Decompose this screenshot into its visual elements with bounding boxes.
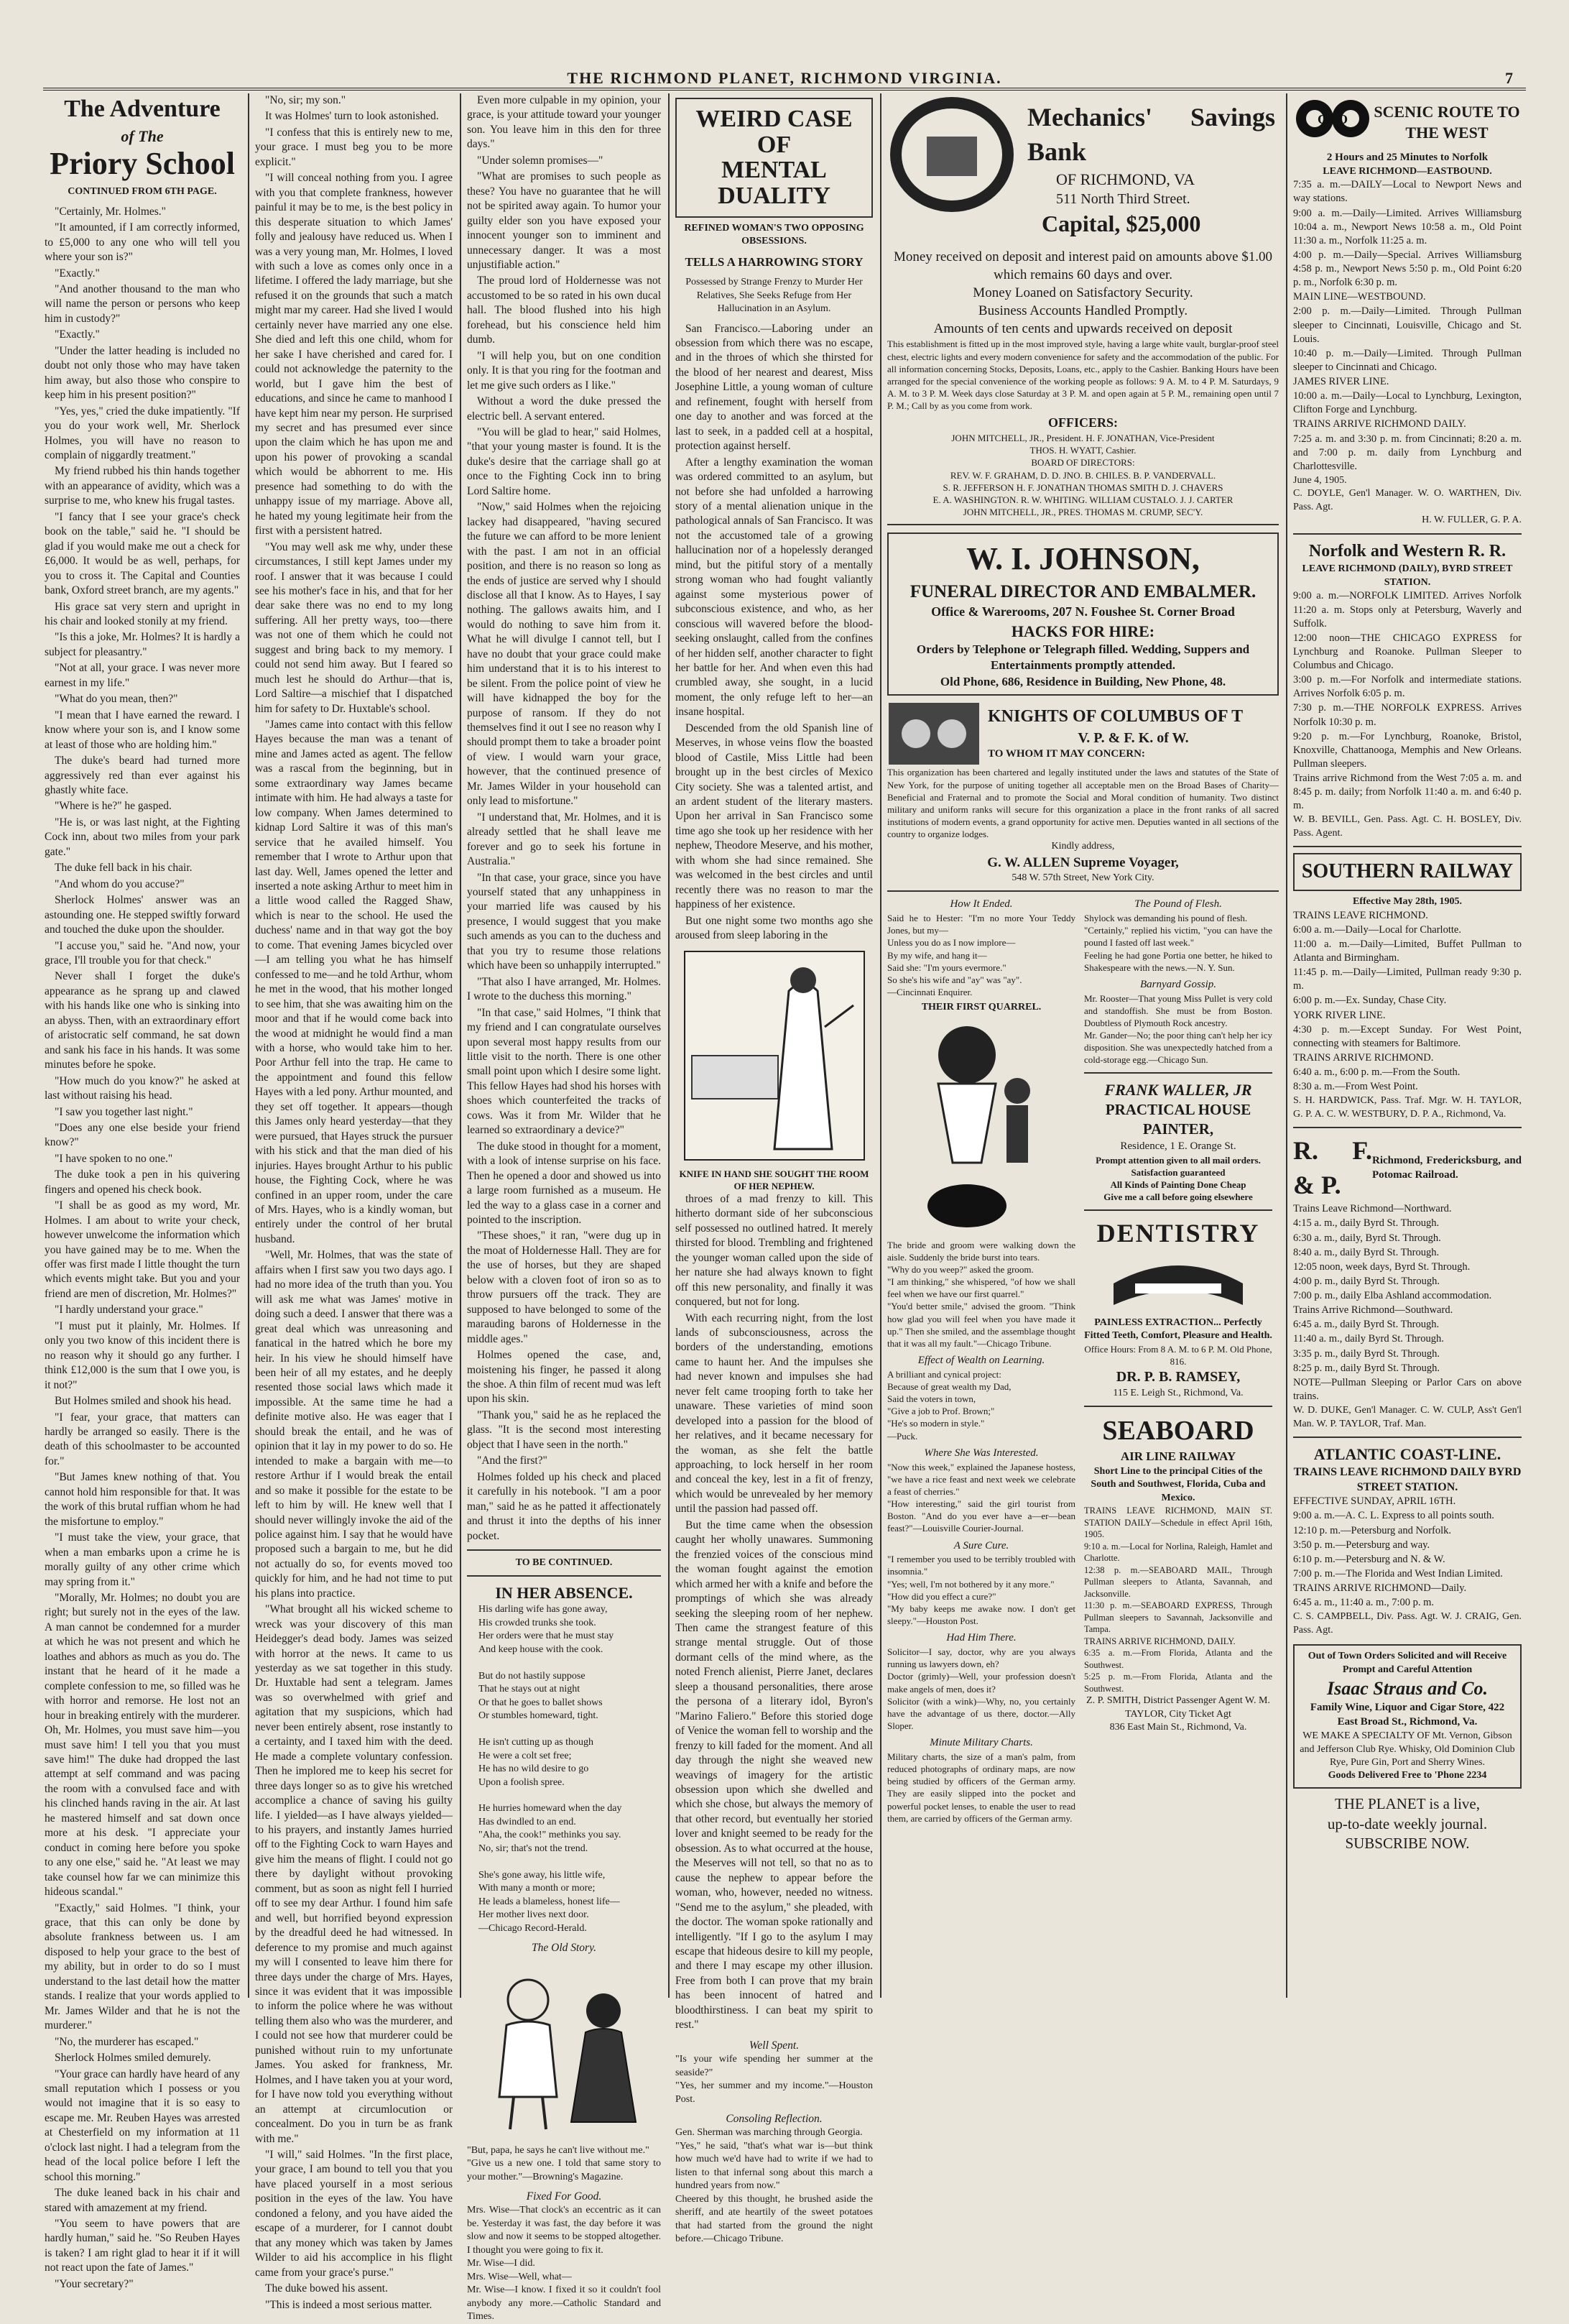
page-number: 7 — [1505, 69, 1514, 87]
waller-title: PRACTICAL HOUSE PAINTER, — [1105, 1100, 1251, 1138]
story-paragraph: "I saw you together last night." — [55, 1105, 193, 1118]
schedule-line: TRAINS LEAVE RICHMOND. — [1293, 909, 1428, 921]
bank-line: Amounts of ten cents and upwards received on deposit — [933, 321, 1233, 337]
how-ended-text: Said he to Hester: "I'm no more Your Teddy Jones, but my— Unless you do as I now implore— By my wife, and hang it— Said she: "I'm yours evermore." So she's his wife and "ay" was "ay". —Cincinnati Enquirer. — [887, 913, 1075, 998]
column-priory-school — [45, 93, 240, 2290]
planet-ad-line3: SUBSCRIBE NOW. — [1345, 1835, 1470, 1853]
acl-schedule — [1293, 1495, 1522, 1610]
schedule-line: 4:00 p. m., daily Byrd St. Through. — [1293, 1275, 1440, 1287]
story-paragraph: "And whom do you accuse?" — [55, 877, 185, 890]
co-leave: LEAVE RICHMOND—EASTBOUND. — [1323, 165, 1492, 177]
story-paragraph: Never shall I forget the duke's appearance as he sprang up and clawed with his hands like one who is sinking into an abyss. Then, with an extraordinary effort of aristocratic self command, he sat down and sank his face in his hands. It was some minutes before he spoke. — [45, 970, 240, 1071]
barnyard-text: Mr. Rooster—That young Miss Pullet is very cold and standoffish. She must be from Boston. Doubtless of Plymouth Rock ancestry. Mr. Gander—No; the poor thing can't help her icy disposition. She was unexpectedly hatched from a cold-storage egg.—Chicago Sun. — [1084, 992, 1272, 1066]
story-paragraph: "I have spoken to no one." — [55, 1152, 173, 1165]
johnson-hacks: HACKS FOR HIRE: — [1011, 622, 1155, 640]
story-paragraph: "What brought all his wicked scheme to wreck was your discovery of this man Heidegger's dead body. James was seized with horror at the news. It came to us yesterday as we sat together in this study. Dr. Huxtable had sent a telegram. James was so overwhelmed with grief and agitation that my suspicions, which had never been entirely absent, rose instantly to a certainty, and I taxed him with the deed. He made a complete voluntary confession. Then he implored me to keep his secret for three days longer so as to give his wretched accomplice a chance of saving his guilty life. I yielded—as I have always yielded—to his prayers, and instantly James hurried off to the Fighting Cock to warn Hayes and give him the means of flight. I could not go there by daylight without provoking comment, but as soon as night fell I hurried off to see my dear Arthur. I found him safe and well, but horrified beyond expression by the dreadful deed he had witnessed. In deference to my promise and much against my will I consented to leave him there for three days under the charge of Mrs. Hayes, since it was evident that it was impossible to inform the police where he was without telling them also who was the murderer, and I could not see how that murderer could be punished without ruin to my unfortunate James. You asked for frankness, Mr. Holmes, and I have taken you at your word, for I have now told you everything without an attempt at circumlocution or concealment. Do you in turn be as frank with me." — [255, 1603, 453, 2145]
weird-case-headline-box — [675, 98, 873, 218]
schedule-line: EFFECTIVE SUNDAY, APRIL 16TH. — [1293, 1495, 1456, 1508]
story-paragraph: "Well, Mr. Holmes, that was the state of affairs when I first saw you two days ago. I had no more idea of the truth than you. You will ask me what was James' motive in doing such a deed. I answer that there was a great deal which was unreasoning and fanatical in the hatred which he bore my heir. In his view he should himself have been heir of all my estates, and he deeply resented those social laws which made it impossible. At the same time he had a definite motive also. He was eager that I should break the entail, and he was of opinion that it lay in my power to do so. He intended to make a bargain with me—to restore Arthur if I would break the entail and so make it possible for the estate to be left to him by will. He knew well that I should never willingly invoke the aid of the police against him. I say that he would have proposed such a bargain to me, but he did not actually do so, for events moved too quickly for him, and he had not time to put his plans into practice. — [255, 1249, 453, 1600]
johnson-name: W. I. JOHNSON, — [966, 541, 1200, 577]
bank-name: Mechanics' Savings Bank — [1027, 103, 1275, 166]
story-paragraph: The duke took a pen in his quivering fingers and opened his check book. — [45, 1168, 240, 1196]
schedule-line: 11:40 a. m., daily Byrd St. Through. — [1293, 1333, 1444, 1345]
ramsey-address: 115 E. Leigh St., Richmond, Va. — [1113, 1387, 1244, 1398]
schedule-line: 4:00 p. m.—Daily—Special. Arrives Williamsburg 4:58 p. m., Newport News 5:50 p. m., Old Point 6:20 p. m., Norfolk 6:30 p. m. — [1293, 249, 1522, 289]
seaboard-address: 836 East Main St., Richmond, Va. — [1109, 1722, 1247, 1733]
schedule-line: 7:30 p. m.—THE NORFOLK EXPRESS. Arrives Norfolk 10:30 p. m. — [1293, 702, 1522, 728]
knights-title: KNIGHTS OF COLUMBUS OF T — [988, 707, 1244, 727]
story-paragraph: "I accuse you," said he. "And now, your grace, I'll trouble you for that check." — [45, 939, 240, 967]
well-spent-text: "Is your wife spending her summer at the seaside?" "Yes, her summer and my income."—Houston Post. — [675, 2054, 873, 2105]
how-ended-title: How It Ended. — [950, 898, 1013, 910]
southern-effective: Effective May 28th, 1905. — [1352, 896, 1463, 908]
column-rule — [668, 93, 670, 1998]
bank-lines — [887, 248, 1279, 338]
story-paragraph: "I shall be as good as my word, Mr. Holmes. I am about to write your check, however unwelcome the information which you have gained may be to me. When the offer was first made I little thought the turn which events might take. But you and your friend are men of discretion, Mr. Holmes?" — [45, 1199, 240, 1300]
nw-sub: LEAVE RICHMOND (DAILY), BYRD STREET STATION. — [1302, 563, 1513, 588]
johnson-title: FUNERAL DIRECTOR AND EMBALMER. — [910, 582, 1256, 602]
column-priory-school-end — [467, 93, 661, 2323]
story-paragraph: "I fear, your grace, that matters can hardly be arranged so easily. There is the death of this schoolmaster to be accounted for." — [45, 1411, 240, 1467]
column-weird-case — [675, 93, 873, 2245]
acl-sub: TRAINS LEAVE RICHMOND DAILY BYRD STREET STATION. — [1293, 1466, 1522, 1494]
story-paragraph: throes of a mad frenzy to kill. This hitherto dormant side of her subconscious self possessed no outlined hatred. It merely thirsted for blood. Trembling and frightened the younger woman called upon the side of her nature she had always known to fight off this new personality, and finally it was conquered, but not for long. — [675, 1192, 873, 1309]
schedule-line: 6:00 a. m.—Daily—Local for Charlotte. — [1293, 923, 1461, 936]
waller-lines: Prompt attention given to all mail orders. Satisfaction guaranteed All Kinds of Painting Done Cheap Give me a call before going elsewhere — [1096, 1154, 1261, 1203]
schedule-line: Trains Arrive Richmond—Southward. — [1293, 1304, 1453, 1317]
cartoon-caption: "But, papa, he says he can't live without me." "Give us a new one. I told that same story to your mother."—Browning's Magazine. — [467, 2144, 661, 2182]
bank-line: Money Loaned on Satisfactory Security. — [973, 285, 1193, 301]
story-paragraph: "I fancy that I see your grace's check book on the table," said he. "I should be glad if you would make me out a check for £6,000. It would be as well, perhaps, for you to cross it. The Capital and Counties bank, Oxford street branch, are my agents." — [45, 510, 240, 597]
misc-two-columns — [887, 898, 1279, 1825]
seaboard-sub: AIR LINE RAILWAY — [1120, 1449, 1236, 1464]
story-paragraph: San Francisco.—Laboring under an obsession from which there was no escape, and in the throes of which she thirsted for the blood of her nearest and dearest, Miss Josephine Little, a young woman of culture and refinement, fought with herself from one day to another and was forced at the last to seek, in a padded cell at a hospital, protection against herself. — [675, 322, 873, 453]
column-rule — [1286, 93, 1287, 1998]
straus-advertisement — [1293, 1644, 1522, 1789]
illustration-caption: KNIFE IN HAND SHE SOUGHT THE ROOM OF HER NEPHEW. — [679, 1168, 869, 1191]
knights-emblem-icon — [887, 701, 981, 766]
planet-ad-line2: up-to-date weekly journal. — [1327, 1815, 1488, 1832]
seaboard-schedule: TRAINS LEAVE RICHMOND, MAIN ST. STATION DAILY—Schedule in effect April 16th, 1905. 9:10 a. m.—Local for Norlina, Raleigh, Hamlet and Charlotte. 12:38 p. m.—SEABOARD MAIL, Through Pullman sleepers to Atlanta, Savannah, and Jacksonville. 11:30 p. m.—SEABOARD EXPRESS, Through Pullman sleepers to Savannah, Jacksonville and Tampa. TRAINS ARRIVE RICHMOND, DAILY. 6:35 a. m.—From Florida, Atlanta and the Southwest. 5:25 p. m.—From Florida, Atlanta and the Southwest. — [1084, 1505, 1272, 1694]
schedule-line: 11:45 p. m.—Daily—Limited, Pullman ready 9:30 p. m. — [1293, 967, 1522, 992]
johnson-advertisement — [887, 532, 1279, 696]
story-paragraph: Holmes opened the case, and, moistening his finger, he passed it along the shoe. A thin film of recent mud was left upon his skin. — [467, 1349, 661, 1406]
story-paragraph: "You will be glad to hear," said Holmes, "that your young master is found. It is the duke's desire that the carriage shall go at once to the Fighting Cock inn to bring Lord Saltire home. — [467, 425, 661, 497]
story-paragraph: "And the first?" — [477, 1454, 547, 1467]
schedule-line: JAMES RIVER LINE. — [1293, 376, 1389, 388]
story-paragraph: "Certainly, Mr. Holmes." — [55, 205, 167, 218]
story-paragraph: "I will help you, but on one condition only. It is that you ring for the footman and let me give such orders as I like." — [467, 349, 661, 392]
story-paragraph: "It amounted, if I am correctly informed, to £5,000 to any one who will tell you where your son is?" — [45, 221, 240, 264]
barnyard-title: Barnyard Gossip. — [1139, 978, 1217, 990]
story-paragraph: "Under the latter heading is included no doubt not only those who may have taken him away, but also those who conspire to keep him in his present position?" — [45, 344, 240, 402]
column-rule — [248, 93, 249, 1998]
story-paragraph: "Where is he?" he gasped. — [55, 800, 172, 813]
co-route: SCENIC ROUTE TO THE WEST — [1374, 102, 1520, 142]
straus-sub: Family Wine, Liquor and Cigar Store, 422 East Broad St., Richmond, Va. — [1310, 1702, 1505, 1728]
story-paragraph: The duke's beard had turned more aggressively red than ever against his ghastly white face. — [45, 755, 240, 796]
to-be-continued: TO BE CONTINUED. — [515, 1557, 613, 1568]
acl-agents: C. S. CAMPBELL, Div. Pass. Agt. W. J. CRAIG, Gen. Pass. Agt. — [1293, 1611, 1522, 1636]
rfp-agents: W. D. DUKE, Gen'l Manager. C. W. CULP, Ass't Gen'l Man. W. P. TAYLOR, Traf. Man. — [1293, 1405, 1522, 1429]
story-paragraph: But the time came when the obsession caught her wholly unawares. Summoning the frenzied voices of the conscious mind the woman fought against the emotion which armed her with a knife and before the promptings of which she was already seeking the sleeping room of her nephew. Then came the strangest feature of this strange mental struggle. Out of those dormant cells of the mind where, as the noted French alienist, Pierre Janet, declares sleep a thousand personalities, there arose the persona of a literary idol, Byron's "Marino Faliero." Before this storied doge of Venice the woman fell to worship and the frenzy to kill faded for the moment. And all day through the night she weaved new weavings of imagery for the artistic obsession upon which she dwelled and which she chose, but always the memory of that other record, but eventually her storied lover and knight seemed to be ready for the obsession. As to what occurred at the house, the Meserves will not tell, so that no as to cause the nephew to appear before the woman, who, however, needed no witness. "Send me to the asylum," she pleaded, with the doctor. The woman spoke rationally and intelligently. "If I go to the asylum I may escape that hideous desire to kill my people, and there I may escape my other illusion. Free from both I can prove that my brain has been innocent of hatred and bloodthirstiness. I can beat my spirit to rest." — [675, 1518, 873, 2032]
bank-line: Business Accounts Handled Promptly. — [978, 303, 1188, 319]
story-paragraph: Holmes folded up his check and placed it carefully in his notebook. "I am a poor man," said he as he patted it affectionately and thrust it into the depths of his inner pocket. — [467, 1470, 661, 1542]
schedule-line: 7:35 a. m.—DAILY—Local to Newport News and way stations. — [1293, 179, 1522, 205]
story-paragraph: "I must put it plainly, Mr. Holmes. If only you two know of this incident there is no reason why it should go any further. I think £12,000 is the sum that I owe you, is it not?" — [45, 1319, 240, 1391]
story-paragraph: "Exactly." — [55, 328, 100, 341]
dentistry-title: DENTISTRY — [1096, 1218, 1260, 1248]
story-paragraph: "In that case, your grace, since you have yourself stated that any unhappiness in your married life was caused by his presence, I would suggest that you make such amends as you can to the duchess and that you try to resume those relations which have been so unhappily interrupted." — [467, 871, 661, 972]
story-title-line3: Priory School — [50, 145, 235, 181]
schedule-line: 4:15 a. m., daily Byrd St. Through. — [1293, 1217, 1440, 1230]
story-body — [45, 205, 240, 2292]
deck-2: TELLS A HARROWING STORY — [685, 254, 864, 269]
first-quarrel-title: THEIR FIRST QUARREL. — [921, 1002, 1042, 1013]
bank-city: OF RICHMOND, VA — [1056, 170, 1195, 189]
schedule-line: 7:00 p. m., daily Elba Ashland accommodation. — [1293, 1290, 1492, 1302]
had-text: Solicitor—I say, doctor, why are you always running us lawyers down, eh? Doctor (grimly)—Well, your profession doesn't make angels of men, does it? Solicitor (with a wink)—Why, no, you certainly have the advantage of us there, doctor.—Ally Sloper. — [887, 1646, 1075, 1731]
co-agents: C. DOYLE, Gen'l Manager. W. O. WARTHEN, Div. Pass. Agt. — [1293, 488, 1522, 512]
story-paragraph: My friend rubbed his thin hands together with an appearance of avidity, which was a surprise to me, who knew his frugal tastes. — [45, 465, 240, 507]
minute-text: Military charts, the size of a man's palm, from reduced photographs of ordinary maps, are now being studied by officers of the German army. They are easily slipped into the pocket and powerful pocket lenses, to enable the user to read them, are carried by officers of the German army. — [887, 1751, 1075, 1824]
story-body — [255, 93, 453, 2313]
story-paragraph: "I will," said Holmes. "In the first place, your grace, I am bound to tell you that you have placed yourself in a most serious position in the eyes of the law. You have condoned a felony, and you have aided the escape of a murderer, for I cannot doubt that any money which was taken by James Wilder to aid his accomplice in his flight came from your grace's purse." — [255, 2148, 453, 2279]
schedule-line: 6:45 a. m., 11:40 a. m., 7:00 p. m. — [1293, 1597, 1435, 1609]
waller-name: FRANK WALLER, JR — [1104, 1080, 1252, 1099]
story-body-2 — [675, 1192, 873, 2033]
story-paragraph: "These shoes," it ran, "were dug up in the moat of Holdernesse Hall. They are for the use of horses, but they are shaped below with a cloven foot of iron so as to throw pursuers off the track. They are supposed to have belonged to some of the marauding barons of Holdernesse in the middle ages." — [467, 1230, 661, 1345]
poem-title: IN HER ABSENCE. — [495, 1584, 633, 1603]
straus-name: Isaac Straus and Co. — [1327, 1678, 1488, 1700]
story-title-line1: The Adventure — [64, 96, 221, 122]
schedule-line: TRAINS ARRIVE RICHMOND DAILY. — [1293, 418, 1466, 430]
straus-phone: Goods Delivered Free to 'Phone 2234 — [1328, 1770, 1487, 1781]
knights-street: 548 W. 57th Street, New York City. — [1012, 872, 1154, 883]
consoling-text: Gen. Sherman was marching through Georgia. "Yes," he said, "that's what war is—but think how much we'd have had to write if we had to listen to that infernal song about this march a hundred years from now." Cheered by this thought, he brushed aside the sheriff, and ate heartily of the sweet potatoes that had started from the ground the night before.—Chicago Tribune. — [675, 2127, 873, 2245]
story-paragraph: "Your secretary?" — [55, 2277, 134, 2290]
story-paragraph: "This is indeed a most serious matter. — [265, 2298, 432, 2311]
co-fuller: H. W. FULLER, G. P. A. — [1422, 515, 1522, 526]
rfp-title: R. F. & P. — [1293, 1136, 1372, 1199]
schedule-line: 9:20 p. m.—For Lynchburg, Roanoke, Bristol, Knoxville, Chattanooga, Memphis and New Orleans. Pullman sleepers. — [1293, 730, 1522, 770]
minute-title: Minute Military Charts. — [930, 1737, 1033, 1749]
schedule-line: 9:00 a. m.—A. C. L. Express to all points south. — [1293, 1510, 1494, 1522]
johnson-office: Office & Warerooms, 207 N. Foushee St. Corner Broad — [931, 604, 1235, 619]
old-story-cartoon-illustration — [478, 1960, 650, 2140]
masthead — [43, 69, 1526, 91]
schedule-line: 7:00 p. m.—The Florida and West Indian Limited. — [1293, 1567, 1503, 1580]
co-date: June 4, 1905. — [1293, 474, 1347, 486]
cure-title: A Sure Cure. — [953, 1539, 1009, 1551]
bank-capital: Capital, $25,000 — [1042, 211, 1201, 237]
schedule-line: 6:30 a. m., daily, Byrd St. Through. — [1293, 1232, 1441, 1244]
story-paragraph: "Is this a joke, Mr. Holmes? It is hardly a subject for pleasantry." — [45, 631, 240, 658]
knights-sub: V. P. & F. K. of W. — [1078, 730, 1189, 747]
deck-1: REFINED WOMAN'S TWO OPPOSING OBSESSIONS. — [684, 222, 864, 247]
story-body — [675, 322, 873, 944]
story-paragraph: "Your grace can hardly have heard of any small reputation which I possess or you would not imagine that it is so easy to escape me. Mr. Reuben Hayes was arrested at Chesterfield on my information at 11 o'clock last night. I had a telegram from the head of the local police before I left the school this morning." — [45, 2067, 240, 2183]
schedule-line: 3:35 p. m., daily Byrd St. Through. — [1293, 1347, 1440, 1360]
story-paragraph: "Yes, yes," cried the duke impatiently. "If you do your work well, Mr. Sherlock Holmes, you will have no reason to complain of niggardly treatment." — [45, 405, 240, 462]
bank-seal-icon — [887, 93, 1017, 216]
bank-small-print: This establishment is fitted up in the most improved style, having a large white vault, burglar-proof steel chest, electric lights and every modern convenience for safety and the accommodation of the public. For all information concerning Stocks, Deposits, Loans, etc., apply to the Cashier. Banking Hours have been arranged for the special convenience of the working people as follows: 9 A. M. to 4 P. M. Saturdays, 9 A. M. to 3 P. M. Week days close Saturday at 3 P. M. and open again at 5 P. M., remaining open until 7 P. M.; Call by as you come from work. — [887, 338, 1279, 412]
knights-allen: G. W. ALLEN Supreme Voyager, — [987, 854, 1179, 870]
co-logo-text: C&O — [1318, 112, 1348, 126]
column-railways — [1293, 93, 1522, 1998]
knights-advertisement — [887, 701, 1279, 885]
story-paragraph: "He is, or was last night, at the Fighting Cock inn, about two miles from your park gate." — [45, 816, 240, 858]
column-rule — [460, 93, 461, 1998]
headline-line2: MENTAL DUALITY — [718, 157, 830, 210]
schedule-line: 12:10 p. m.—Petersburg and Norfolk. — [1293, 1524, 1452, 1536]
story-paragraph: "No, the murderer has escaped." — [55, 2035, 199, 2048]
co-header — [1293, 93, 1522, 151]
schedule-line: 6:00 p. m.—Ex. Sunday, Chase City. — [1293, 995, 1447, 1007]
masthead-title: THE RICHMOND PLANET, RICHMOND VIRGINIA. — [567, 69, 1002, 87]
southern-agents: S. H. HARDWICK, Pass. Traf. Mgr. W. H. TAYLOR, G. P. A. C. W. WESTBURY, D. P. A., Richmond, Va. — [1293, 1095, 1522, 1120]
story-paragraph: Without a word the duke pressed the electric bell. A servant entered. — [467, 395, 661, 423]
story-paragraph: "Now," said Holmes when the rejoicing lackey had disappeared, "having secured the future we can afford to be more lenient with the past. I am not in an official position, and there is no reason so long as the ends of justice are served why I should disclose all that I know. As to Hayes, I say nothing. The gallows awaits him, and I would do nothing to save him from it. What he will divulge I cannot tell, but I have no doubt that your grace could make him understand that it is to his interest to be silent. From the police point of view he will have kidnapped the boy for the purpose of ransom. If they do not themselves find it out I see no reason why I should prompt them to take a broader point of view. I would warn your grace, however, that the continued presence of Mr. James Wilder in your household can only lead to misfortune." — [467, 501, 661, 808]
schedule-line: NOTE—Pullman Sleeping or Parlor Cars on above trains. — [1293, 1376, 1522, 1402]
schedule-line: TRAINS ARRIVE RICHMOND—Daily. — [1293, 1582, 1467, 1595]
where-title: Where She Was Interested. — [924, 1447, 1039, 1459]
fixed-text: Mrs. Wise—That clock's an eccentric as it can be. Yesterday it was fast, the day before it was slow and now it seems to be stopped altogether. I thought you were going to fix it. Mr. Wise—I did. Mrs. Wise—Well, what— Mr. Wise—I know. I fixed it so it couldn't fool anybody any more.—Catholic Standard and Times. — [467, 2205, 661, 2323]
story-paragraph: "I understand that, Mr. Holmes, and it is already settled that he shall leave me forever and go to seek his fortune in Australia." — [467, 811, 661, 868]
schedule-line: 8:30 a. m.—From West Point. — [1293, 1081, 1418, 1093]
schedule-line: MAIN LINE—WESTBOUND. — [1293, 291, 1426, 303]
schedule-line: 11:00 a. m.—Daily—Limited, Buffet Pullman to Atlanta and Birmingham. — [1293, 938, 1522, 964]
acl-title: ATLANTIC COAST-LINE. — [1313, 1445, 1501, 1464]
column-priory-school-cont — [255, 93, 453, 2311]
schedule-line: 9:00 a. m.—Daily—Limited. Arrives Williamsburg 10:04 a. m., Newport News 10:58 a. m., Old Point 11:30 a. m., Norfolk 11:25 a. m. — [1293, 207, 1522, 246]
schedule-line: 2:00 p. m.—Daily—Limited. Through Pullman sleeper to Cincinnati, Louisville, Chicago and St. Louis. — [1293, 305, 1522, 345]
straus-text: WE MAKE A SPECIALTY OF Mt. Vernon, Gibson and Jefferson Club Rye. Whisky, Old Dominion Club Rye, Pure Gin, Port and Sherry Wines. — [1300, 1730, 1515, 1768]
ramsey-name: DR. P. B. RAMSEY, — [1116, 1369, 1241, 1385]
schedule-line: TRAINS ARRIVE RICHMOND. — [1293, 1051, 1434, 1064]
planet-ad-line1: THE PLANET is a live, — [1334, 1794, 1480, 1812]
column-rule — [880, 93, 881, 1998]
johnson-orders: Orders by Telephone or Telegraph filled. Wedding, Suppers and Entertainments promptly attended. — [916, 642, 1250, 673]
story-paragraph: "That also I have arranged, Mr. Holmes. I wrote to the duchess this morning." — [467, 975, 661, 1003]
story-paragraph: The proud lord of Holdernesse was not accustomed to be so rated in his own ducal hall. The blood flushed into his high forehead, but his conscience held him dumb. — [467, 275, 661, 346]
co-schedule — [1293, 178, 1522, 474]
wealth-title: Effect of Wealth on Learning. — [917, 1355, 1045, 1367]
deck-3: Possessed by Strange Frenzy to Murder Her Relatives, She Seeks Refuge from Her Hallucination in an Asylum. — [685, 277, 863, 315]
story-paragraph: "Not at all, your grace. I was never more earnest in my life." — [45, 662, 240, 689]
teeth-icon — [1106, 1255, 1250, 1312]
story-paragraph: "James came into contact with this fellow Hayes because the man was a tenant of mine and James acted as agent. The fellow was a rascal from the beginning, but in some extraordinary way James became intimate with him. He had always a taste for low company. When James determined to kidnap Lord Saltire it was of this man's service that he availed himself. You remember that I wrote to Arthur upon that last day. Well, James opened the letter and inserted a note asking Arthur to meet him in a little wood called the Ragged Shaw, which is near to the school. He used the duchess' name and in that way got the boy to come. That evening James bicycled over—I am telling you what he has himself confessed to me—and he told Arthur, whom he met in the wood, that his mother longed to see him, that she was awaiting him on the moor and that if he would come back into the wood at midnight he would find a man with a horse, who would take him to her. Poor Arthur fell into the trap. He came to the appointment and found this fellow Hayes with a led pony. Arthur mounted, and they set off together. It appears—though this James only heard yesterday—that they were pursued, that Hayes struck the pursuer with his stick and that the man died of his injuries. Hayes brought Arthur to his public house, the Fighting Cock, where he was confined in an upper room, under the care of Mrs. Hayes, who is a kindly woman, but entirely under the control of her brutal husband. — [255, 719, 453, 1245]
story-paragraph: The duke leaned back in his chair and stared with amazement at my friend. — [45, 2187, 240, 2214]
story-paragraph: "I confess that this is entirely new to me, your grace. I must beg you to be more explicit." — [255, 126, 453, 168]
co-hours: 2 Hours and 25 Minutes to Norfolk — [1326, 152, 1489, 163]
story-paragraph: "I hardly understand your grace." — [55, 1304, 203, 1317]
story-paragraph: Sherlock Holmes smiled demurely. — [55, 2052, 211, 2065]
schedule-line: 4:30 p. m.—Except Sunday. For West Point, connecting with steamers for Baltimore. — [1293, 1023, 1522, 1049]
story-title-line2: of The — [121, 126, 164, 145]
story-paragraph: "Does any one else beside your friend know?" — [45, 1121, 240, 1149]
pound-text: Shylock was demanding his pound of flesh. "Certainly," replied his victim, "you can have the pound I fasted off last week." Feeling he had gone Portia one better, he hiked to Shakespeare with the news.—N. Y. Sun. — [1084, 913, 1272, 973]
schedule-line: 10:40 p. m.—Daily—Limited. Through Pullman sleeper to Cincinnati and Chicago. — [1293, 347, 1522, 373]
schedule-line: Trains Leave Richmond—Northward. — [1293, 1203, 1452, 1215]
had-title: Had Him There. — [946, 1632, 1017, 1644]
story-paragraph: "How much do you know?" he asked at last without raising his head. — [45, 1074, 240, 1102]
story-paragraph: "I mean that I have earned the reward. I know where your son is, and I know some at least of those who are holding him." — [45, 709, 240, 751]
nw-schedule — [1293, 589, 1522, 813]
story-paragraph: "Exactly," said Holmes. "I think, your grace, that this can only be done by absolute frankness between us. I am disposed to help your grace to the best of my ability, but in order to do so I must understand to the last detail how the matter stands. I realize that your words applied to Mr. James Wilder and that he is not the murderer." — [45, 1901, 240, 2032]
story-paragraph: But one night some two months ago she aroused from sleep laboring in the — [675, 914, 873, 942]
headline-line1: WEIRD CASE OF — [695, 106, 853, 158]
officers-list: JOHN MITCHELL, JR., President. H. F. JONATHAN, Vice-President THOS. H. WYATT, Cashier. BOARD OF DIRECTORS: REV. W. F. GRAHAM, D. D. JNO. B. CHILES. B. P. VANDERVALL. S. R. JEFFERSON H. F. JONATHAN THOMAS SMITH D. J. CHAVERS E. A. WASHINGTON. R. W. WHITING. WILLIAM CUSTALO. J. J. CARTER JOHN MITCHELL, JR., PRES. THOMAS M. CRUMP, SEC'Y. — [932, 433, 1234, 518]
schedule-line: 12:00 noon—THE CHICAGO EXPRESS for Lynchburg and Roanoke. Pullman Sleeper to Columbus and Chicago. — [1293, 632, 1522, 671]
rfp-sub: Richmond, Fredericksburg, and Potomac Railroad. — [1372, 1155, 1522, 1181]
story-paragraph: "Under solemn promises—" — [477, 154, 603, 167]
story-paragraph: "You seem to have powers that are hardly human," said he. "So Reuben Hayes is taken? I am right glad to hear it if it will not react upon the fate of James." — [45, 2218, 240, 2274]
story-paragraph: After a lengthy examination the woman was ordered committed to an asylum, but not before she had unfolded a harrowing story of a mental alienation unique in the pathological annals of San Francisco. It was not the accustomed tale of a growing hallucination nor of a hopelessly deranged mind, but the pitiful story of a mentally strong woman who had fought valiantly against some mysterious power of subconscious existence, and who, as her conscious will wavered before the blood-seeking onslaught, called from the confines of her hidden self, another character to fight her battle for her. And when even this had crumbled away, she sought, in a lucid moment, the only refuge left to her—an insane hospital. — [675, 456, 873, 719]
schedule-line: YORK RIVER LINE. — [1293, 1009, 1386, 1021]
well-spent-title: Well Spent. — [749, 2039, 800, 2052]
consoling-title: Consoling Reflection. — [726, 2113, 823, 2126]
where-text: "Now this week," explained the Japanese hostess, "we have a rice feast and next week we celebrate a feast of cherries." "How interesting," said the girl tourist from Boston. "And do you ever have a—er—bean feast?"—Louisville Courier-Journal. — [887, 1461, 1075, 1534]
story-paragraph: The duke stood in thought for a moment, with a look of intense surprise on his face. Then he opened a door and showed us into a large room furnished as a museum. He led the way to a glass case in a corner and pointed to the inscription. — [467, 1140, 661, 1226]
southern-title: SOUTHERN RAILWAY — [1293, 853, 1522, 891]
story-paragraph: "Exactly." — [55, 267, 100, 280]
story-paragraph: "I must take the view, your grace, that when a man embarks upon a crime he is morally guilty of any other crime which may spring from it." — [45, 1531, 240, 1588]
story-paragraph: "I will conceal nothing from you. I agree with you that complete frankness, however painful it may be to me, is the best policy in this desperate situation to which James' folly and jealousy have reduced us. When I was a very young man, Mr. Holmes, I loved with such a love as comes only once in a lifetime. I offered the lady marriage, but she refused it on the grounds that such a match might mar my career. Had she lived I would certainly never have married any one else. She died and left this one child, whom for her sake I have cherished and cared for. I could not acknowledge the paternity to the world, but I gave him the best of educations, and since he came to manhood I have kept him near my person. He surprised my secret and has presumed ever since upon the claim which he has upon me and upon his power of provoking a scandal which would be abhorrent to me. His presence had something to do with the unhappy issue of my marriage. Above all, he hated my young legitimate heir from the first with a persistent hatred. — [255, 172, 453, 538]
story-paragraph: "Thank you," said he as he replaced the glass. "It is the second most interesting object that I have seen in the north." — [467, 1408, 661, 1451]
dentistry-text: PAINLESS EXTRACTION... Perfectly Fitted Teeth, Comfort, Pleasure and Health. — [1084, 1317, 1272, 1342]
bank-address: 511 North Third Street. — [1056, 191, 1190, 208]
schedule-line: 7:25 a. m. and 3:30 p. m. from Cincinnati; 8:20 a. m. and 7:00 p. m. daily from Lynchburg and Charlottesville. — [1293, 433, 1522, 472]
seaboard-agents: Z. P. SMITH, District Passenger Agent W. M. TAYLOR, City Ticket Agt — [1086, 1695, 1270, 1720]
nw-title: Norfolk and Western R. R. — [1308, 541, 1506, 561]
story-paragraph: "But James knew nothing of that. You cannot hold him responsible for that. It was the work of this brutal ruffian whom he had the misfortune to employ." — [45, 1471, 240, 1528]
column-advertisements — [887, 93, 1279, 1998]
schedule-line: 8:40 a. m., daily Byrd St. Through. — [1293, 1246, 1440, 1258]
knights-address-label: Kindly address, — [1051, 841, 1115, 852]
schedule-line: 6:45 a. m., daily Byrd St. Through. — [1293, 1319, 1440, 1331]
story-paragraph: It was Holmes' turn to look astonished. — [265, 110, 439, 123]
seaboard-title: SEABOARD — [1102, 1416, 1254, 1447]
rfp-header — [1293, 1134, 1522, 1202]
seaboard-short: Short Line to the principal Cities of the South and Southwest, Florida, Cuba and Mexico. — [1091, 1465, 1266, 1503]
schedule-line: 6:10 p. m.—Petersburg and N. & W. — [1293, 1553, 1445, 1565]
nw-agents: W. B. BEVILL, Gen. Pass. Agt. C. H. BOSLEY, Div. Pass. Agent. — [1293, 814, 1522, 839]
cartoon-title: The Old Story. — [532, 1942, 596, 1955]
pound-title: The Pound of Flesh. — [1134, 898, 1222, 910]
johnson-phone: Old Phone, 686, Residence in Building, New Phone, 48. — [940, 674, 1226, 688]
waller-residence: Residence, 1 E. Orange St. — [1120, 1140, 1236, 1153]
story-paragraph: His grace sat very stern and upright in his chair and looked stonily at my friend. — [45, 600, 240, 627]
quarrel-couple-illustration — [895, 1019, 1068, 1235]
schedule-line: 10:00 a. m.—Daily—Local to Lynchburg, Lexington, Clifton Forge and Lynchburg. — [1293, 390, 1522, 416]
story-paragraph: The duke fell back in his chair. — [55, 862, 193, 875]
story-paragraph: "What are promises to such people as these? You have no guarantee that he will not be spirited away again. To humor your guilty elder son you have exposed your innocent younger son to imminent and unnecessary danger. It was a most unjustifiable action." — [467, 170, 661, 271]
story-paragraph: But Holmes smiled and shook his head. — [55, 1395, 231, 1408]
continued-note: CONTINUED FROM 6TH PAGE. — [68, 186, 217, 198]
wealth-text: A brilliant and cynical project: Because of great wealth my Dad, Said the voters in town, "Give a job to Prof. Brown;" "He's so modern in style." —Puck. — [887, 1368, 1012, 1442]
knights-to: TO WHOM IT MAY CONCERN: — [988, 748, 1145, 760]
co-logo-icon — [1293, 93, 1372, 151]
bank-line: Money received on deposit and interest paid on amounts above $1.00 which remains 60 days and over. — [893, 249, 1273, 283]
officers-title: OFFICERS: — [1047, 415, 1118, 430]
schedule-line: Trains arrive Richmond from the West 7:05 a. m. and 8:45 p. m. daily; from Norfolk 11:40 a. m. and 6:40 p. m. — [1293, 773, 1522, 812]
story-paragraph: With each recurring night, from the lost lands of subconsciousness, across the borders of the understanding, emotions came to haunt her. And the impulses she had never known and impulses she had never felt came trooping forth to take her unaware. These varieties of mind soon developed into a passion for the blood of her relatives, and it became necessary for the woman, as she felt the battle approaching, to lock herself in her room and conceal the key, lest in a fit of frenzy, which would be unrevealed by her memory until the passion had passed off. — [675, 1311, 873, 1516]
rfp-schedule — [1293, 1202, 1522, 1403]
knights-text: This organization has been chartered and legally instituted under the laws and statutes of the State of New York, for the purpose of uniting together all acceptable men on the Broad Bases of Charity—Beneficial and Fraternal and to promote the Social and Moral condition of humanity. Two distinct military and uniform ranks will secure for this organization a place in the front ranks of all sacred institutions of modern events, a grand opportunity for active men. Deputies wanted in all sections of the country to organize lodges. — [887, 767, 1279, 840]
schedule-line: 3:00 p. m.—For Norfolk and intermediate stations. Arrives Norfolk 6:05 p. m. — [1293, 674, 1522, 700]
story-paragraph: "Morally, Mr. Holmes; no doubt you are right; but surely not in the eyes of the law. A man cannot be condemned for a murder at which he was not present and which he loathes and abhors as much as you do. The instant that he heard of it he made a complete confession to me, so filled was he with horror and remorse. He lost not an hour in breaking entirely with the murderer. Oh, Mr. Holmes, you must save him—you must save him! I tell you that you must save him!" The duke had dropped the last attempt at self command and was pacing the room with a convulsed face and with his clinched hands raving in the air. At last he mastered himself and sat down once more at his desk. "I appreciate your conduct in coming here before you spoke to any one else," said he. "At least we may take counsel how far we can minimize this hideous scandal." — [45, 1592, 240, 1899]
story-paragraph: "You may well ask me why, under these circumstances, I still kept James under my roof. I answer that it was because I could see his mother's face in his, and that for her dear sake there was no end to my long suffering. All her pretty ways, too—there was not one of them which he could not suggest and bring back to my memory. I could not send him away. But I feared so much lest he should do Arthur—that is, Lord Saltire—a mischief that I dispatched him for safety to Dr. Huxtable's school. — [255, 540, 453, 715]
story-body — [467, 93, 661, 1544]
dentistry-hours: Office Hours: From 8 A. M. to 6 P. M. Old Phone, 816. — [1084, 1343, 1272, 1368]
bank-advertisement — [887, 93, 1279, 248]
schedule-line: 6:40 a. m., 6:00 p. m.—From the South. — [1293, 1066, 1461, 1079]
cure-text: "I remember you used to be terribly troubled with insomnia." "Yes; well, I'm not bothered by it any more." "How did you effect a cure?" "My baby keeps me awake now. I don't get sleepy."—Houston Post. — [887, 1554, 1075, 1627]
fixed-title: Fixed For Good. — [526, 2190, 602, 2203]
story-paragraph: "What do you mean, then?" — [55, 693, 178, 706]
story-paragraph: Descended from the old Spanish line of Meserves, in whose veins flow the boasted blood of Castile, Miss Little had been brought up in the best circles of Mexico City society. She was a talented artist, and an ardent student of the literary masters. Upon her arrival in San Francisco some time ago she took up her residence with her nephew, Theodore Meserve, and his mother, with whom she had since remained. She was welcomed in the best circles and until recently there was no reason to mar the happiness of her existence. — [675, 721, 873, 911]
schedule-line: 8:25 p. m., daily Byrd St. Through. — [1293, 1362, 1440, 1374]
knife-woman-illustration — [681, 948, 868, 1163]
southern-schedule — [1293, 909, 1522, 1094]
quarrel-text: The bride and groom were walking down the aisle. Suddenly the bride burst into tears. "Why do you weep?" asked the groom. "I am thinking," she whispered, "of how we shall feel when we have our first quarrel." "You'd better smile," advised the groom. "Think how glad you will feel when you have made it up." Then she smiled, and the assemblage thought that it was all my fault."—Chicago Tribune. — [887, 1239, 1075, 1349]
story-paragraph: "No, sir; my son." — [265, 94, 346, 106]
story-paragraph: The duke bowed his assent. — [265, 2282, 388, 2295]
poem-body: His darling wife has gone away, His crowded trunks she took. Her orders were that he must stay And keep house with the cook. But do not hastily suppose That he stays out at night Or that he goes to ballet shows Or stumbles homeward, tight. He isn't cutting up as though He were a colt set free; He has no wild desire to go Upon a foolish spree. He hurries homeward when the day Has dwindled to an end. "Aha, the cook!" methinks you say. No, sir; that's not the trend. She's gone away, his little wife, With many a month or more; He leads a blameless, honest life— Her mother lives next door. —Chicago Record-Herald. — [478, 1604, 622, 1934]
story-paragraph: Sherlock Holmes' answer was an astounding one. He stepped swiftly forward and touched the duke upon the shoulder. — [45, 894, 240, 936]
schedule-line: 12:05 noon, week days, Byrd St. Through. — [1293, 1260, 1471, 1273]
story-paragraph: "In that case," said Holmes, "I think that my friend and I can congratulate ourselves upon several most happy results from our little visit to the north. There is one other small point upon which I desire some light. This fellow Hayes had shod his horses with shoes which counterfeited the tracks of cows. Was it from Mr. Wilder that he learned so extraordinary a device?" — [467, 1006, 661, 1137]
schedule-line: 3:50 p. m.—Petersburg and way. — [1293, 1539, 1430, 1551]
misc-left — [887, 898, 1075, 1825]
story-paragraph: "And another thousand to the man who will name the person or persons who keep him in custody?" — [45, 283, 240, 325]
straus-top: Out of Town Orders Solicited and will Receive Prompt and Careful Attention — [1308, 1651, 1507, 1675]
misc-right — [1084, 898, 1272, 1825]
schedule-line: 9:00 a. m.—NORFOLK LIMITED. Arrives Norfolk 11:20 a. m. Stops only at Petersburg, Waverly and Suffolk. — [1293, 590, 1522, 630]
story-paragraph: Even more culpable in my opinion, your grace, is your attitude toward your younger son. You leave him in this den for three days." — [467, 94, 661, 151]
